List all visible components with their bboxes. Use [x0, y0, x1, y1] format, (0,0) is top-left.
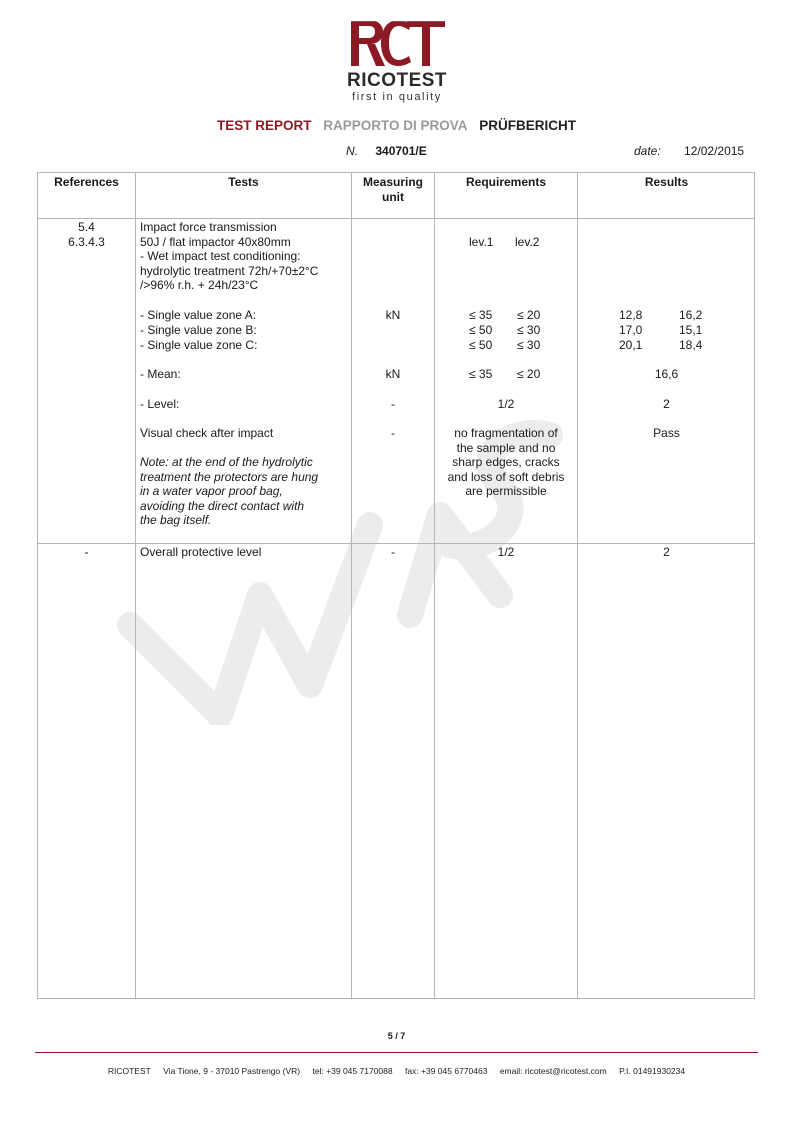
- zone-c-label: - Single value zone C:: [140, 338, 258, 352]
- note-line: avoiding the direct contact with: [140, 498, 305, 513]
- reference-value: 5.4: [78, 220, 95, 234]
- report-date-value: 12/02/2015: [684, 144, 745, 158]
- footer-tel: tel: +39 045 7170088: [312, 1066, 393, 1076]
- note-line: in a water vapor proof bag,: [140, 484, 283, 499]
- requirement-line: no fragmentation of: [454, 426, 558, 440]
- zone-unit: kN: [385, 308, 401, 322]
- header-row-divider: [38, 218, 754, 219]
- visual-check-label: Visual check after impact: [140, 426, 274, 440]
- title-german: PRÜFBERICHT: [479, 118, 577, 133]
- overall-test-label: Overall protective level: [140, 545, 262, 559]
- logo-name: RICOTEST: [346, 70, 448, 91]
- row-divider: [38, 543, 754, 544]
- requirement-level-1-heading: lev.1: [469, 235, 494, 249]
- results-table: [37, 172, 755, 999]
- footer-vat: P.I. 01491930234: [619, 1066, 686, 1076]
- column-divider: [577, 173, 578, 998]
- requirement-line: and loss of soft debris: [447, 469, 565, 484]
- overall-unit: -: [391, 545, 395, 559]
- reference-value: 6.3.4.3: [68, 234, 105, 249]
- requirement-line: the sample and no: [456, 440, 556, 455]
- note-line: the bag itself.: [140, 513, 212, 528]
- zone-b-label: - Single value zone B:: [140, 323, 257, 337]
- level-result: 2: [663, 397, 670, 411]
- zone-c-req-level-2: ≤ 30: [517, 338, 541, 352]
- header-results: Results: [644, 175, 689, 189]
- zone-c-result-2: 18,4: [679, 338, 703, 352]
- zone-b-result-1: 17,0: [619, 323, 643, 337]
- visual-check-result: Pass: [653, 426, 680, 440]
- footer-divider: [35, 1052, 758, 1053]
- ricotest-logo: [340, 16, 454, 103]
- zone-a-label: - Single value zone A:: [140, 308, 257, 322]
- title-english: TEST REPORT: [216, 118, 312, 133]
- visual-check-requirement: [435, 426, 577, 499]
- header-measuring-unit: Measuring unit: [362, 175, 423, 204]
- footer-fax: fax: +39 045 6770463: [404, 1066, 488, 1076]
- report-number: [346, 144, 427, 158]
- footer-email: email: ricotest@ricotest.com: [499, 1066, 607, 1076]
- requirement-line: sharp edges, cracks: [452, 455, 560, 470]
- column-divider: [135, 173, 136, 998]
- visual-check-unit: -: [391, 426, 395, 440]
- mean-req-level-1: ≤ 35: [469, 367, 493, 381]
- mean-req-level-2: ≤ 20: [517, 367, 541, 381]
- level-label: - Level:: [140, 397, 180, 411]
- column-divider: [434, 173, 435, 998]
- title-italian: RAPPORTO DI PROVA: [323, 118, 468, 133]
- zone-a-result-1: 12,8: [619, 308, 643, 322]
- rct-logo-mark-icon: [345, 16, 449, 70]
- test-description: [140, 220, 350, 293]
- report-number-label: N.: [346, 144, 358, 158]
- test-line: hydrolytic treatment 72h/+70±2°C: [140, 263, 319, 278]
- column-divider: [351, 173, 352, 998]
- header-references: References: [54, 175, 119, 189]
- test-line: 50J / flat impactor 40x80mm: [140, 234, 291, 249]
- reference-cell: [38, 220, 135, 249]
- report-number-value: 340701/E: [375, 144, 427, 158]
- test-line: - Wet impact test conditioning:: [140, 249, 301, 264]
- header-tests: Tests: [228, 175, 259, 189]
- report-date-label: date:: [634, 144, 661, 158]
- zone-b-result-2: 15,1: [679, 323, 703, 337]
- mean-unit: kN: [385, 367, 401, 381]
- overall-requirement: 1/2: [497, 545, 515, 559]
- zone-c-result-1: 20,1: [619, 338, 643, 352]
- level-requirement: 1/2: [497, 397, 515, 411]
- overall-result: 2: [663, 545, 670, 559]
- zone-a-result-2: 16,2: [679, 308, 703, 322]
- zone-a-req-level-2: ≤ 20: [517, 308, 541, 322]
- level-unit: -: [391, 397, 395, 411]
- mean-label: - Mean:: [140, 367, 181, 381]
- overall-reference: -: [84, 545, 89, 559]
- zone-b-req-level-2: ≤ 30: [517, 323, 541, 337]
- requirement-line: are permissible: [465, 484, 547, 499]
- test-line: Impact force transmission: [140, 220, 277, 234]
- footer-company: RICOTEST: [107, 1066, 151, 1076]
- hydrolytic-note: [140, 455, 350, 528]
- page-number: 5 / 7: [387, 1031, 406, 1041]
- mean-result: 16,6: [654, 367, 679, 381]
- footer-contact: [0, 1066, 793, 1076]
- requirement-level-2-heading: lev.2: [515, 235, 540, 249]
- zone-b-req-level-1: ≤ 50: [469, 323, 493, 337]
- report-date: [634, 144, 744, 158]
- report-title: [0, 118, 793, 133]
- footer-address: Via Tione, 9 - 37010 Pastrengo (VR): [163, 1066, 301, 1076]
- test-line: />96% r.h. + 24h/23°C: [140, 278, 259, 293]
- note-line: Note: at the end of the hydrolytic: [140, 455, 313, 469]
- zone-a-req-level-1: ≤ 35: [469, 308, 493, 322]
- zone-c-req-level-1: ≤ 50: [469, 338, 493, 352]
- note-line: treatment the protectors are hung: [140, 469, 319, 484]
- header-requirements: Requirements: [465, 175, 547, 189]
- logo-tagline: first in quality: [352, 91, 442, 103]
